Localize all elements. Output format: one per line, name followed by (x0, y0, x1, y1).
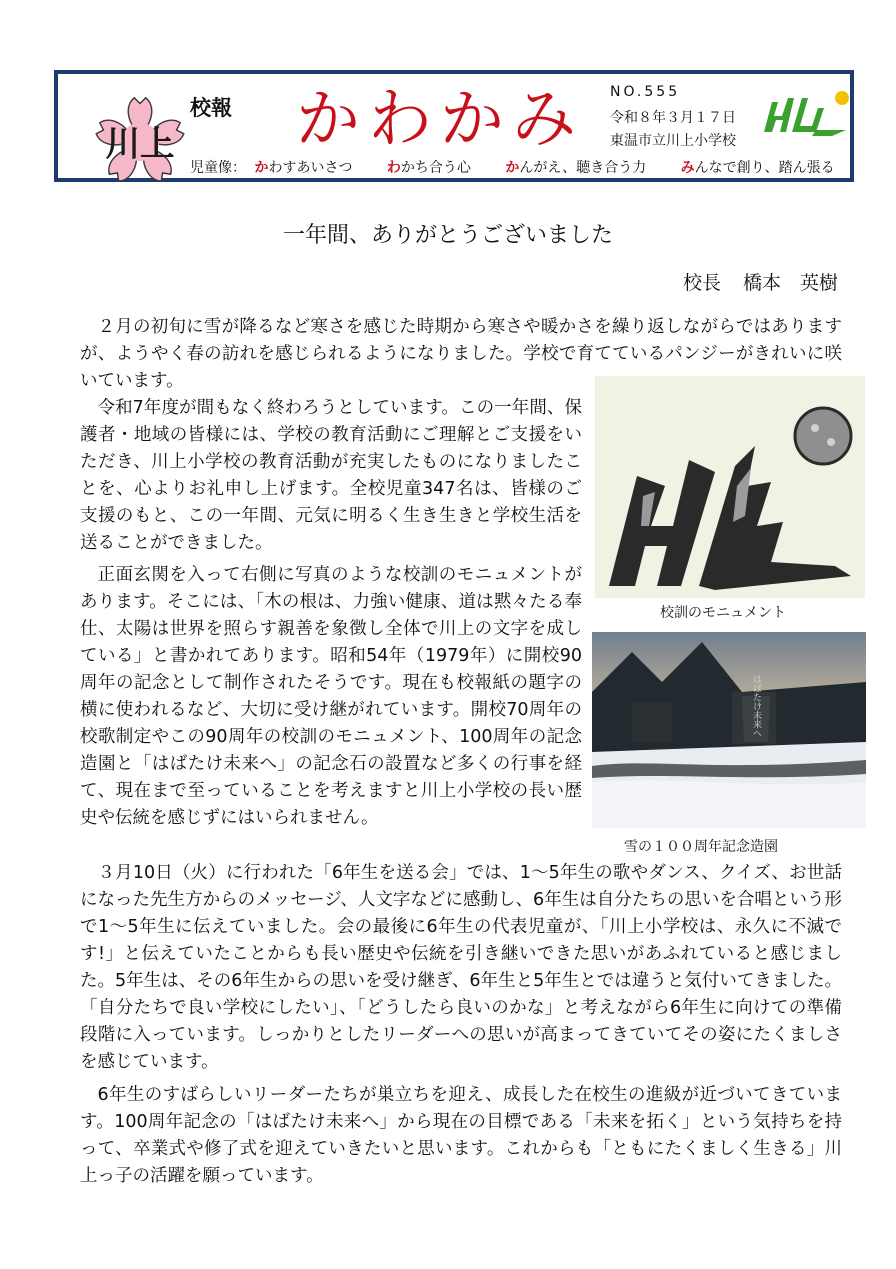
motto-item: みんなで創り、踏ん張る (680, 160, 835, 176)
article-headline: 一年間、ありがとうございました (282, 223, 613, 248)
article-paragraph: 正面玄関を入って右側に写真のような校訓のモニュメントがあります。そこには、「木の根は、力強い健康、道は黙々たる奉仕、太陽は世界を照らす親善を象徴し全体で川上の文字を成している」と書かれてあります。昭和54年（1979年）に開校90周年の記念として制作されたそうです。現在も校報紙の題字の横に使われるなど、大切に受け継がれています。開校70周年の校歌制定やこの90周年の校訓のモニュメント、100周年の記念造園と「はばたけ未来へ」の記念石の設置など多くの行事を経て、現在まで至っていることを考えますと川上小学校の長い歴史や伝統を感じずにはいられません。 (80, 565, 582, 828)
author-role: 校長 (682, 272, 721, 294)
school-name: 東温市立川上小学校 (610, 133, 736, 149)
article-author (661, 268, 838, 295)
issue-date: 令和８年３月１７日 (610, 110, 736, 126)
article-paragraph: 6年生のすばらしいリーダーたちが巣立ちを迎え、成長した在校生の進級が近づいてきています。100周年記念の「はばたけ未来へ」から現在の目標である「未来を拓く」という気持ちを持って、卒業式や修了式を迎えていきたいと思います。これからも「ともにたくましく生きる」川上っ子の活躍を願っています。 (80, 1085, 842, 1186)
article-paragraph: ３月10日（火）に行われた「6年生を送る会」では、1～5年生の歌やダンス、クイズ、お世話になった先生方からのメッセージ、人文字などに感動し、6年生は自分たちの思いを合唱という形で1～5年生に伝えていました。会の最後に6年生の代表児童が、「川上小学校は、永久に不滅です!」と伝えていたことからも長い歴史や伝統を引き継いできた思いがあふれていると感じました。5年生は、その6年生からの思いを受け継ぎ、6年生と5年生とでは違うと気付いてきました。「自分たちで良い学校にしたい」、「どうしたら良いのかな」と考えながら6年生に向けての準備段階に入っています。しっかりとしたリーダーへの思いが高まってきていてその姿にたくましさを感じています。 (80, 863, 842, 1072)
article-paragraph: 令和7年度が間もなく終わろうとしています。この一年間、保護者・地域の皆様には、学校の教育活動にご理解とご支援をいただき、川上小学校の教育活動が充実したものになりましたことを、心よりお礼申し上げます。全校児童347名は、皆様のご支援のもと、この一年間、元気に明るく生き生きと学校生活を送ることができました。 (80, 398, 582, 553)
issue-number: NO.555 (610, 84, 681, 100)
newsletter-title: かわかみ (296, 83, 584, 157)
snow-garden-photo (592, 632, 866, 828)
monument-photo (595, 376, 865, 598)
school-motto-logo-icon (760, 88, 856, 138)
cherry-blossom-emblem-icon (92, 92, 188, 188)
newsletter-label: 校報 (190, 96, 232, 120)
motto-item: かわすあいさつ (254, 160, 353, 176)
motto-item: かんがえ、聴き合う力 (505, 160, 647, 176)
photo-caption-monument: 校訓のモニュメント (660, 605, 786, 621)
article-paragraph: ２月の初旬に雪が降るなど寒さを感じた時期から寒さや暖かさを繰り返しながらではありますが、ようやく春の訪れを感じられるようになりました。学校で育てているパンジーがきれいに咲いています。 (80, 317, 842, 391)
author-name: 橋本 英樹 (742, 272, 838, 294)
student-ideal-motto (190, 157, 865, 177)
stone-inscription: はばたけ未来へ (751, 674, 761, 738)
emblem-text: 川上 (105, 124, 175, 165)
photo-caption-garden: 雪の１００周年記念造園 (624, 839, 778, 855)
motto-lead: 児童像： (190, 160, 246, 176)
motto-item: わかち合う心 (386, 160, 471, 176)
